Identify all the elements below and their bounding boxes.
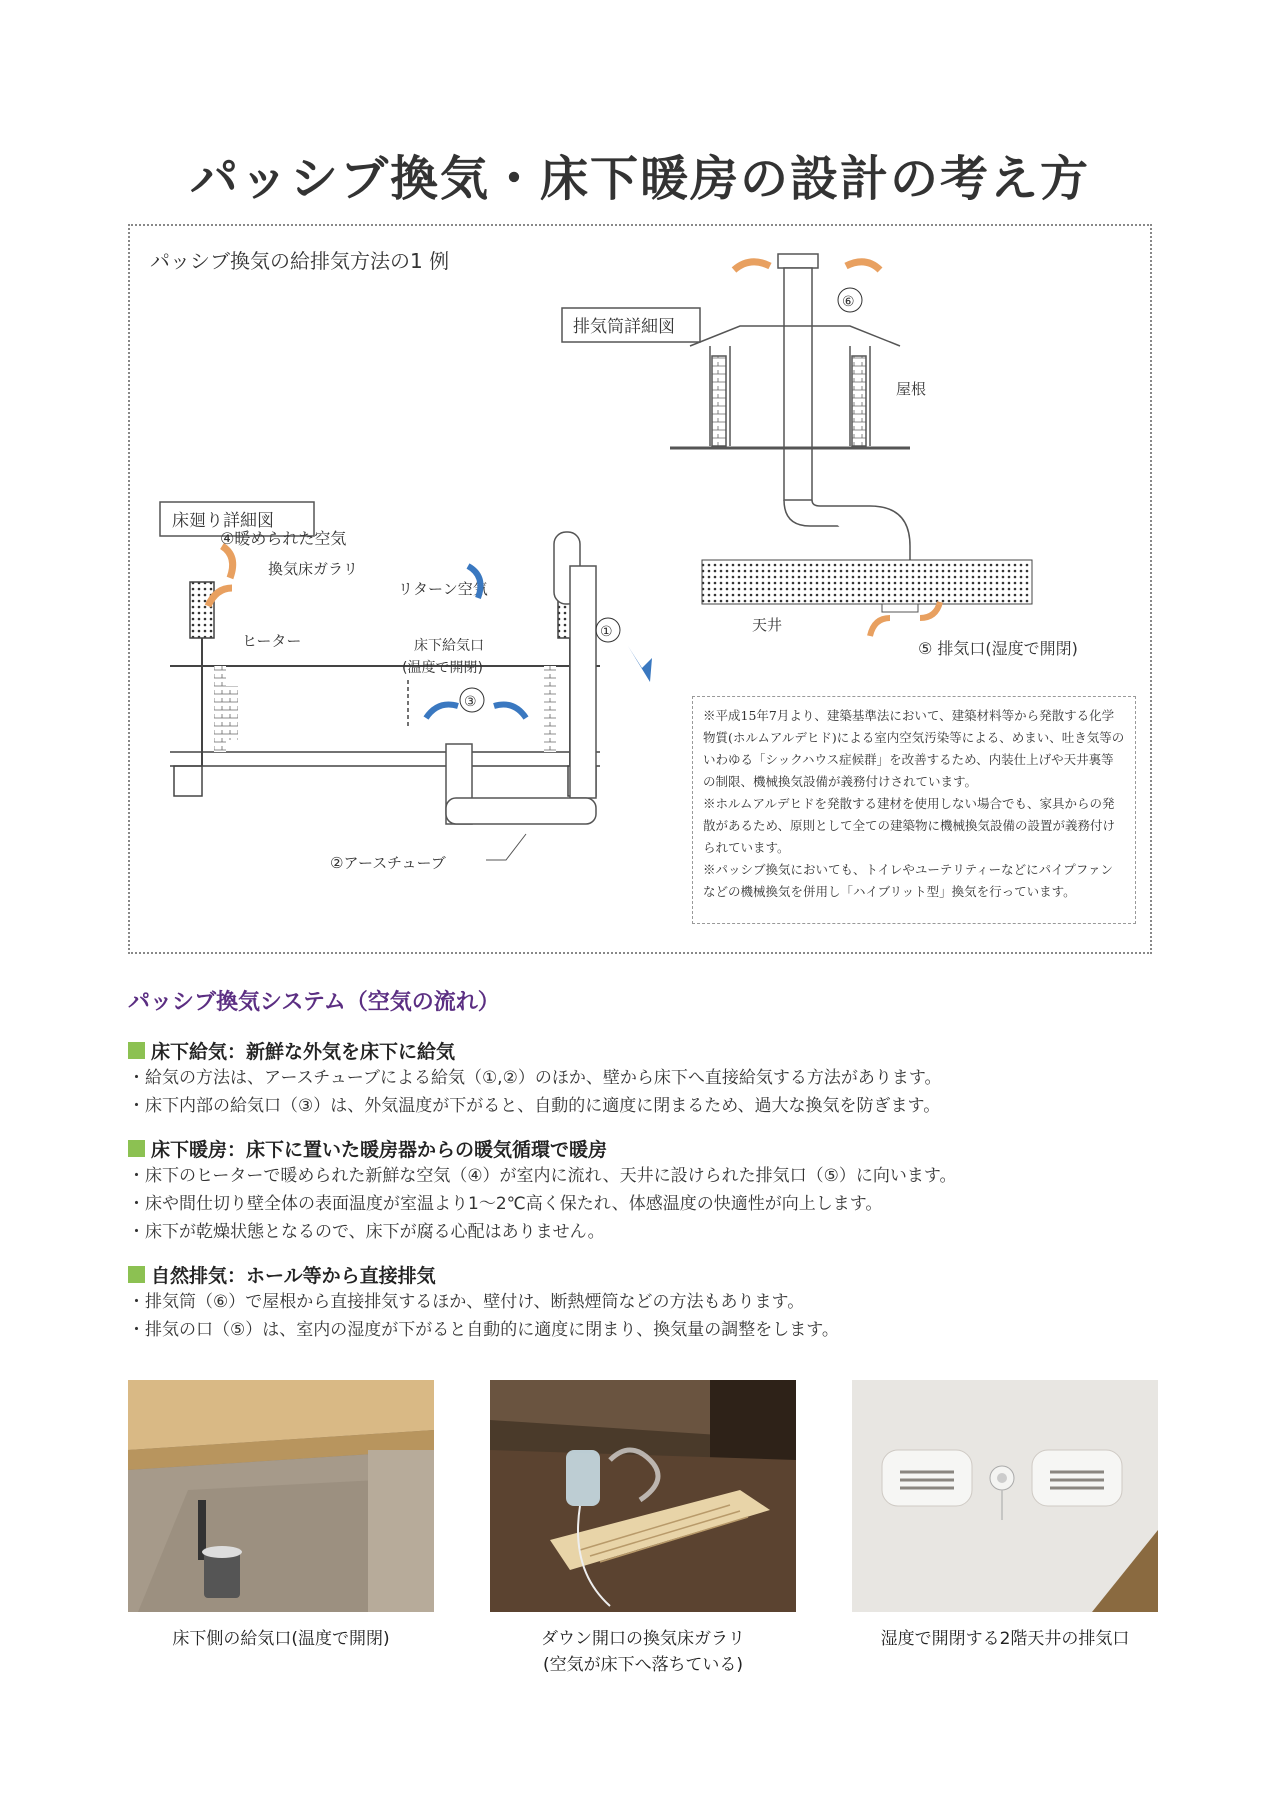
floor-grille-label: 換気床ガラリ xyxy=(268,560,359,578)
supply-section xyxy=(128,1036,1168,1120)
inlet-arrow-left xyxy=(426,705,458,719)
green-square-icon xyxy=(128,1140,145,1157)
photo-floor-grille xyxy=(490,1380,796,1612)
underfloor-inlet-note: (温度で開閉) xyxy=(402,660,483,676)
caption-line: ダウン開口の換気床ガラリ xyxy=(541,1629,745,1649)
exhaust-arrow-left xyxy=(734,262,770,270)
earth-tube-label: ②アースチューブ xyxy=(330,854,446,872)
system-title: パッシブ換気システム（空気の流れ） xyxy=(128,990,500,1015)
photo-caption xyxy=(121,1626,441,1652)
section-heading: 床下給気：新鮮な外気を床下に給気 xyxy=(151,1040,456,1063)
legal-note xyxy=(692,696,1136,924)
vent-arrow-left xyxy=(870,618,890,636)
bullet-text: ・床下内部の給気口（③）は、外気温度が下がると、自動的に適度に閉まるため、過大な換気を防ぎます。 xyxy=(128,1096,941,1116)
ceiling-insulation xyxy=(702,560,1032,604)
caption-line: 湿度で開閉する2階天井の排気口 xyxy=(880,1629,1130,1649)
note-line: ※ホルムアルデヒドを発散する建材を使用しない場合でも、家具からの発散があるため、原則として全ての建築物に機械換気設備の設置が義務付けられています。 xyxy=(703,796,1116,855)
num-1-label: ① xyxy=(600,624,613,640)
page-title: パッシブ換気・床下暖房の設計の考え方 xyxy=(189,151,1090,207)
diagram-heading: パッシブ換気の給排気方法の1 例 xyxy=(150,249,450,273)
warmed-air-label: ④暖められた空気 xyxy=(220,529,347,548)
exhaust-arrow-right xyxy=(846,262,880,270)
return-air-label: リターン空気 xyxy=(398,580,488,598)
bullet-text: ・床や間仕切り壁全体の表面温度が室温より1～2℃高く保たれ、体感温度の快適性が向上します。 xyxy=(128,1194,883,1214)
warmed-air-arrow-up xyxy=(222,546,233,578)
floor-section xyxy=(170,582,600,796)
roof-label: 屋根 xyxy=(896,380,927,398)
green-square-icon xyxy=(128,1266,145,1283)
bullet-text: ・排気筒（⑥）で屋根から直接排気するほか、壁付け、断熱煙筒などの方法もあります。 xyxy=(128,1292,805,1312)
heater-label: ヒーター xyxy=(242,632,302,650)
floor-detail-label: 床廻り詳細図 xyxy=(172,511,274,531)
photo-caption xyxy=(483,1626,803,1678)
note-line: ※平成15年7月より、建築基準法において、建築材料等から発散する化学物質(ホルムアルデヒド)による室内空気汚染等による、めまい、吐き気等のいわゆる「シックハウス症候群」を改善するため、内装仕上げや天井裏等の制限、機械換気設備が義務付けされています。 xyxy=(703,708,1125,789)
green-square-icon xyxy=(128,1042,145,1059)
inlet-arrow-right xyxy=(494,705,526,719)
caption-line: 床下側の給気口(温度で開閉) xyxy=(172,1629,390,1649)
section-heading: 床下暖房：床下に置いた暖房器からの暖気循環で暖房 xyxy=(151,1138,608,1161)
underfloor-inlet-label: 床下給気口 xyxy=(414,638,484,654)
bullet-text: ・給気の方法は、アースチューブによる給気（①,②）のほか、壁から床下へ直接給気する方法があります。 xyxy=(128,1068,942,1088)
intake-arrow xyxy=(628,646,652,682)
num-6-label: ⑥ xyxy=(842,294,855,310)
note-line: ※パッシブ換気においても、トイレやユーテリティーなどにパイプファンなどの機械換気を併用し「ハイブリット型」換気を行っています。 xyxy=(703,862,1114,899)
exhaust-port-label: ⑤ 排気口(湿度で開閉) xyxy=(918,639,1078,658)
ceiling-label: 天井 xyxy=(752,616,783,634)
exhaust-section xyxy=(128,1260,1168,1344)
bullet-text: ・床下のヒーターで暖められた新鮮な空気（④）が室内に流れ、天井に設けられた排気口（⑤）に向います。 xyxy=(128,1166,957,1186)
photo-caption xyxy=(845,1626,1165,1652)
bullet-text: ・床下が乾燥状態となるので、床下が腐る心配はありません。 xyxy=(128,1222,605,1242)
exhaust-detail-label: 排気筒詳細図 xyxy=(573,317,675,337)
photo-underfloor-inlet xyxy=(128,1380,434,1612)
section-heading: 自然排気：ホール等から直接排気 xyxy=(151,1264,436,1287)
ventilation-diagram xyxy=(128,224,1152,954)
photo-ceiling-exhaust xyxy=(852,1380,1158,1612)
bullet-text: ・排気の口（⑤）は、室内の湿度が下がると自動的に適度に閉まり、換気量の調整をします。 xyxy=(128,1320,839,1340)
heating-section xyxy=(128,1134,1168,1246)
earth-tube xyxy=(446,532,596,824)
num-3-label: ③ xyxy=(464,694,477,710)
earth-tube-leader xyxy=(486,834,526,860)
ceiling-exhaust-vent xyxy=(882,604,918,612)
caption-line: (空気が床下へ落ちている) xyxy=(542,1655,744,1675)
